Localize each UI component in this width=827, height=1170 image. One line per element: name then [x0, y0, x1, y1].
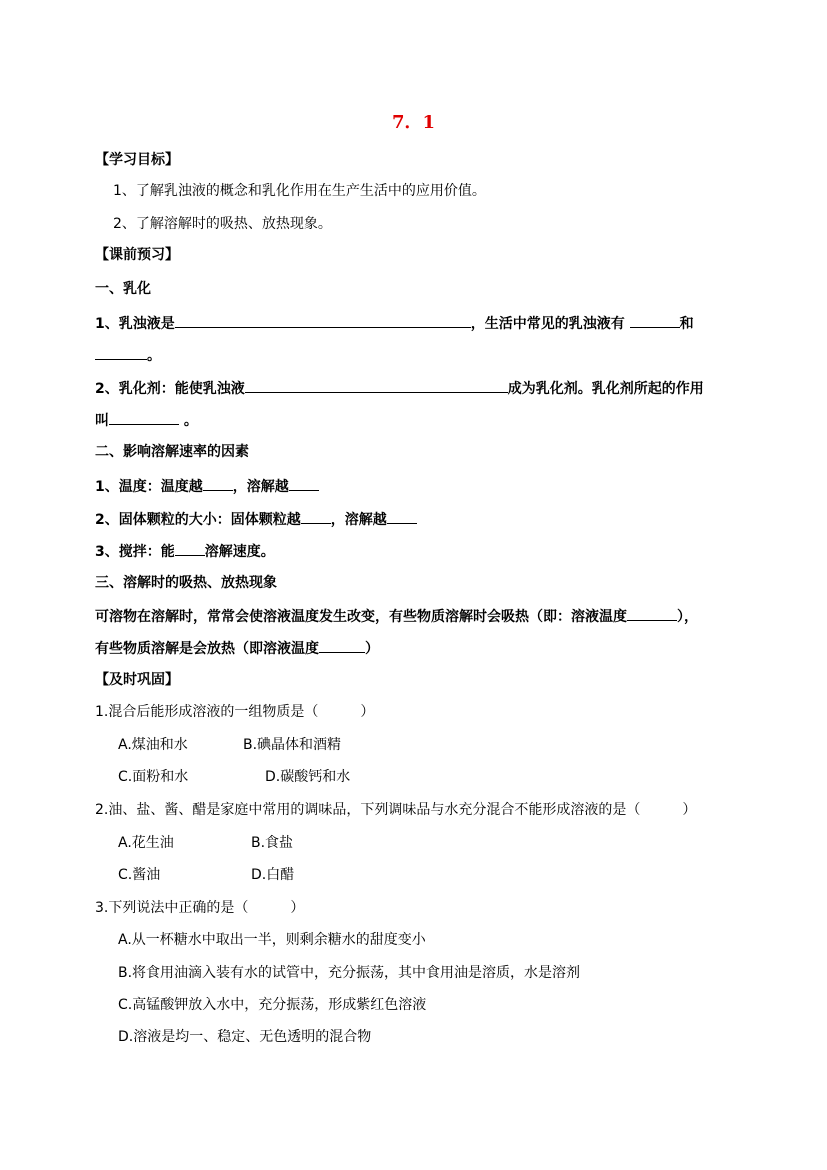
heat-paragraph-line-2	[95, 638, 379, 658]
question-1-option-c[interactable]: C.面粉和水	[118, 769, 189, 785]
answer-blank[interactable]	[319, 638, 365, 653]
text: 1、乳浊液是	[95, 316, 175, 332]
text: 。	[147, 348, 161, 364]
answer-blank[interactable]	[203, 476, 233, 491]
text: 1、温度：温度越	[95, 479, 203, 495]
question-2-option-b[interactable]: B.食盐	[251, 835, 294, 851]
text: 溶解速度。	[204, 544, 275, 560]
question-2-option-a[interactable]: A.花生油	[118, 835, 174, 851]
question-1-option-b[interactable]: B.碘晶体和酒精	[243, 737, 342, 753]
question-emulsifier-cont	[95, 410, 198, 430]
question-emulsion-definition-cont	[95, 345, 161, 365]
text: 3、搅拌：能	[95, 544, 175, 560]
answer-blank[interactable]	[387, 509, 417, 524]
text: ），	[677, 609, 698, 625]
section-dissolution-rate-heading: 二、影响溶解速率的因素	[95, 444, 249, 460]
answer-blank[interactable]	[175, 541, 205, 556]
question-1-stem: 1.混合后能形成溶液的一组物质是（ ）	[95, 704, 375, 720]
text: ）	[365, 641, 379, 657]
text: 2、乳化剂：能使乳浊液	[95, 381, 245, 397]
answer-blank[interactable]	[109, 410, 179, 425]
question-2-stem: 2.油、盐、酱、醋是家庭中常用的调味品，下列调味品与水充分混合不能形成溶液的是（ ）	[95, 802, 697, 818]
question-2-option-d[interactable]: D.白醋	[251, 867, 295, 883]
question-emulsifier	[95, 378, 704, 398]
text: 。	[183, 413, 198, 429]
heat-paragraph-line-1	[95, 606, 698, 626]
question-temperature	[95, 476, 319, 496]
question-particle-size	[95, 509, 417, 529]
answer-blank[interactable]	[289, 476, 319, 491]
section-emulsion-heading: 一、乳化	[95, 281, 151, 297]
answer-blank[interactable]	[630, 313, 680, 328]
preview-heading: 【课前预习】	[95, 247, 179, 263]
text: ，溶解越	[330, 512, 387, 528]
text: ，溶解越	[232, 479, 289, 495]
section-heat-heading: 三、溶解时的吸热、放热现象	[95, 575, 277, 591]
text: 可溶物在溶解时，常常会使溶液温度发生改变，有些物质溶解时会吸热（即：溶液温度	[95, 609, 627, 625]
question-2-option-c[interactable]: C.酱油	[118, 867, 161, 883]
answer-blank[interactable]	[245, 378, 508, 393]
question-3-stem: 3.下列说法中正确的是（ ）	[95, 900, 305, 916]
question-1-option-a[interactable]: A.煤油和水	[118, 737, 188, 753]
text: 2、固体颗粒的大小：固体颗粒越	[95, 512, 301, 528]
text: 和	[679, 316, 694, 332]
question-3-option-b[interactable]: B.将食用油滴入装有水的试管中，充分振荡，其中食用油是溶质，水是溶剂	[118, 965, 581, 981]
text: ，生活中常见的乳浊液有	[470, 316, 625, 332]
question-stirring	[95, 541, 275, 561]
question-3-option-c[interactable]: C.高锰酸钾放入水中，充分振荡，形成紫红色溶液	[118, 997, 427, 1013]
answer-blank[interactable]	[301, 509, 331, 524]
goal-item-2: 2、了解溶解时的吸热、放热现象。	[113, 216, 332, 232]
practice-heading: 【及时巩固】	[95, 672, 179, 688]
goal-item-1: 1、了解乳浊液的概念和乳化作用在生产生活中的应用价值。	[113, 183, 486, 199]
text: 叫	[95, 413, 109, 429]
question-3-option-a[interactable]: A.从一杯糖水中取出一半，则剩余糖水的甜度变小	[118, 932, 426, 948]
question-emulsion-definition	[95, 313, 694, 333]
question-1-option-d[interactable]: D.碳酸钙和水	[265, 769, 351, 785]
text: 有些物质溶解是会放热（即溶液温度	[95, 641, 319, 657]
answer-blank[interactable]	[175, 313, 471, 328]
answer-blank[interactable]	[95, 345, 147, 360]
answer-blank[interactable]	[627, 606, 677, 621]
page-title: 7．1	[391, 112, 436, 133]
goals-heading: 【学习目标】	[95, 152, 179, 168]
text: 成为乳化剂。乳化剂所起的作用	[507, 381, 704, 397]
question-3-option-d[interactable]: D.溶液是均一、稳定、无色透明的混合物	[118, 1029, 372, 1045]
